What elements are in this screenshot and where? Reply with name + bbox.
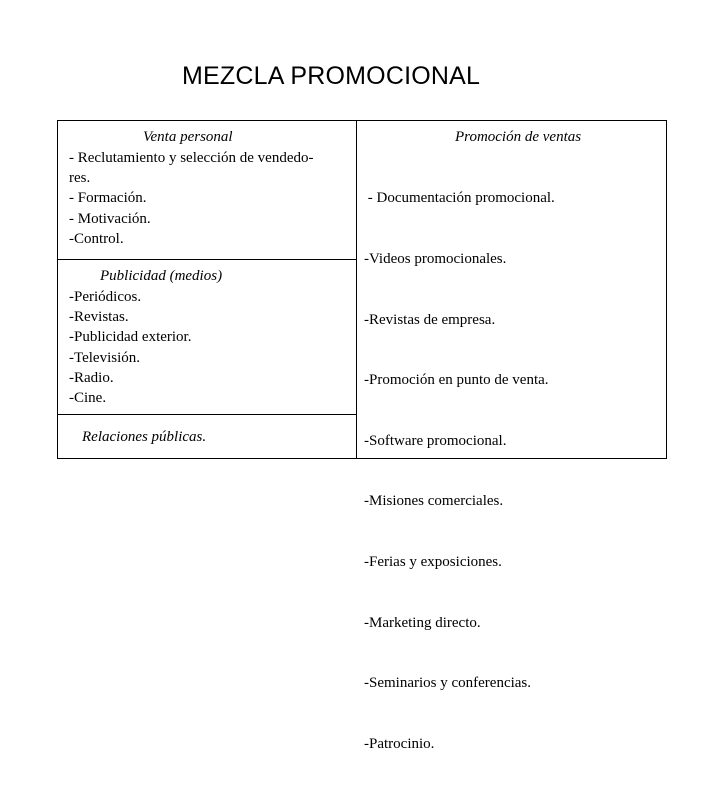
- relaciones-heading: Relaciones públicas.: [82, 429, 207, 445]
- publicidad-heading: Publicidad (medios): [100, 268, 223, 284]
- list-item: -Revistas.: [69, 309, 129, 326]
- list-item: - Reclutamiento y selección de vendedo-: [69, 150, 314, 166]
- list-item: -Promoción en punto de venta.: [364, 372, 549, 389]
- publicidad-list: [69, 287, 191, 408]
- list-item: -Misiones comerciales.: [364, 493, 504, 510]
- venta-personal-heading: Venta personal: [143, 129, 233, 145]
- list-item: -Televisión.: [69, 349, 141, 366]
- list-item: -Periódicos.: [69, 289, 142, 305]
- list-item: - Formación.: [69, 190, 147, 207]
- list-item: -Cine.: [69, 390, 107, 407]
- list-item: -Marketing directo.: [364, 614, 481, 631]
- row-divider-1: [58, 259, 356, 260]
- row-divider-2: [58, 414, 356, 415]
- column-divider: [356, 121, 357, 458]
- promotional-mix-table: [57, 120, 667, 752]
- list-item: -Revistas de empresa.: [364, 311, 496, 328]
- page-title: MEZCLA PROMOCIONAL: [182, 62, 481, 90]
- promocion-heading: Promoción de ventas: [455, 129, 582, 145]
- list-item: -Radio.: [69, 369, 114, 386]
- list-item: -Videos promocionales.: [364, 251, 507, 268]
- list-item: -Seminarios y conferencias.: [364, 675, 532, 692]
- list-item: - Motivación.: [69, 210, 151, 227]
- list-item: -Software promocional.: [364, 432, 507, 449]
- list-item: -Control.: [69, 230, 124, 247]
- promocion-list: [364, 148, 555, 795]
- list-item: - Documentación promocional.: [364, 190, 555, 207]
- list-item: -Patrocinio.: [364, 735, 435, 752]
- list-item: -Ferias y exposiciones.: [364, 554, 502, 571]
- venta-personal-list: [69, 148, 314, 249]
- list-item: -Publicidad exterior.: [69, 329, 192, 346]
- list-item: res.: [69, 170, 91, 187]
